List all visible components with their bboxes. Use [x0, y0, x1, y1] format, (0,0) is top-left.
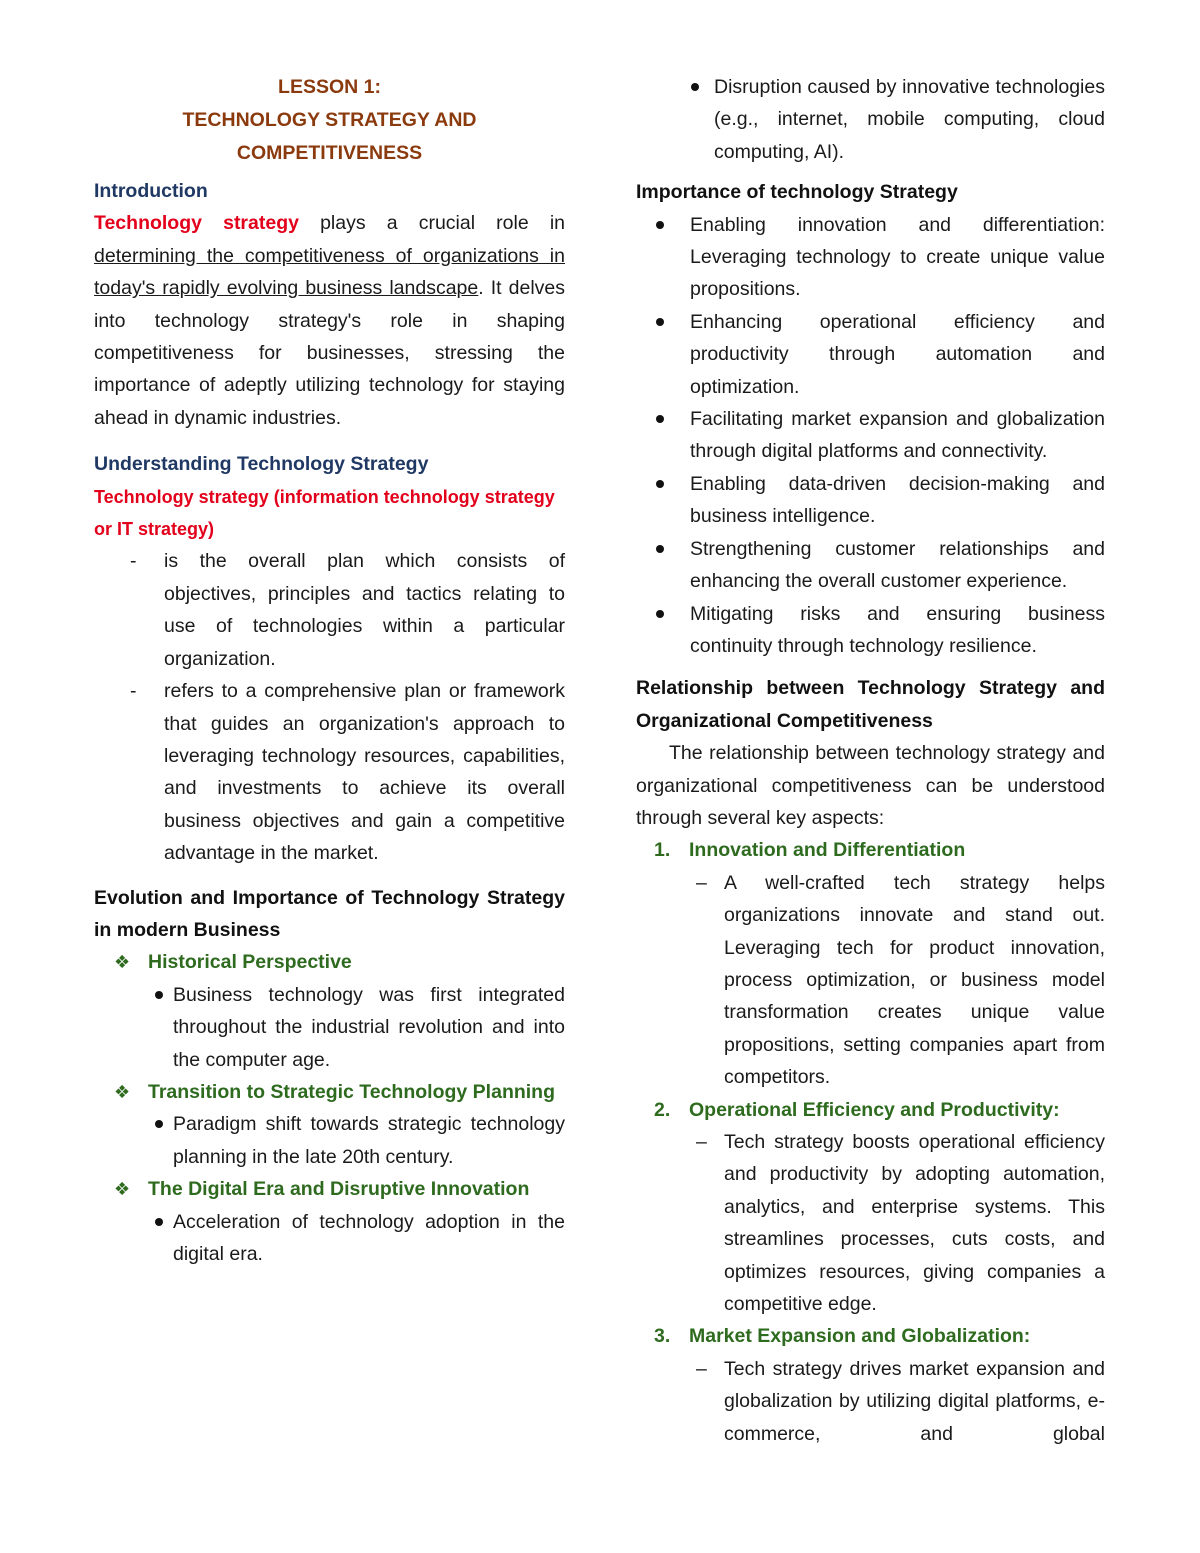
evolution-sections [94, 946, 565, 1270]
importance-text: Enabling data-driven decision-making and business intelligence. [690, 472, 1105, 528]
introduction-heading: Introduction [94, 180, 208, 202]
bullet-item [94, 979, 565, 1076]
understanding-heading: Understanding Technology Strategy [94, 453, 429, 476]
definition-text-2: refers to a comprehensive plan or framework that guides an organization's approach to leveraging technology resources, capabilities, and investments to achieve its overall business objectives and gain a competitive advantage in the market. [164, 680, 565, 865]
aspect-number: 2. [654, 1098, 671, 1121]
bullet-dot-icon [656, 415, 664, 423]
aspect-title-text: Operational Efficiency and Productivity: [689, 1098, 1060, 1121]
aspect-text: Tech strategy drives market expansion and globalization by utilizing digital platforms, e-commerce, and global [724, 1357, 1105, 1445]
left-column [94, 70, 565, 1270]
title-line-2: TECHNOLOGY STRATEGY AND [182, 109, 477, 131]
section-title [94, 1076, 565, 1108]
intro-underlined-text: determining the competitiveness of organizations in today's rapidly evolving business landscape [94, 244, 565, 300]
importance-text: Enhancing operational efficiency and productivity through automation and optimization. [690, 310, 1105, 398]
bullet-dot-icon [691, 83, 699, 91]
evolution-section-digital-era [94, 1173, 565, 1270]
right-column [636, 70, 1105, 1450]
bullet-item [94, 1108, 565, 1173]
title-line-1: LESSON 1: [278, 76, 381, 98]
lesson-title [94, 70, 565, 170]
bullet-dot-icon [155, 991, 163, 999]
section-title-text: The Digital Era and Disruptive Innovation [148, 1178, 530, 1201]
aspect-text-item [636, 1126, 1105, 1320]
aspect-item-1 [636, 834, 1105, 1093]
aspect-title [636, 1320, 1105, 1352]
definition-text-1: is the overall plan which consists of objectives, principles and tactics relating to use of technologies within a particular organization. [164, 550, 565, 670]
importance-list [636, 209, 1105, 663]
dash-marker: - [130, 550, 137, 573]
relationship-heading: Relationship between Technology Strategy and Organizational Competitiveness [636, 677, 1105, 732]
bullet-text: Paradigm shift towards strategic technology planning in the late 20th century. [173, 1113, 565, 1168]
aspect-number: 1. [654, 839, 671, 862]
definition-list [94, 545, 565, 869]
bullet-dot-icon [656, 610, 664, 618]
aspect-text: A well-crafted tech strategy helps organizations innovate and stand out. Leveraging tech for product innovation, process optimization, or business model transformation creates unique value propositions, setting companies apart from competitors. [724, 871, 1105, 1089]
title-line-3: COMPETITIVENESS [236, 142, 423, 164]
en-dash-marker: – [696, 871, 707, 894]
aspect-body [636, 867, 1105, 1094]
evolution-heading: Evolution and Importance of Technology Strategy in modern Business [94, 886, 565, 941]
aspect-title-text: Innovation and Differentiation [689, 839, 966, 862]
bullet-dot-icon [155, 1218, 163, 1226]
section-bullets [94, 1206, 565, 1271]
bullet-text: Business technology was first integrated throughout the industrial revolution and into the computer age. [173, 983, 565, 1071]
diamond-bullet-icon: ❖ [114, 1081, 131, 1102]
digital-era-continued-bullets [636, 71, 1105, 168]
aspect-list [636, 834, 1105, 1450]
definition-item-1 [94, 545, 565, 675]
importance-text: Enabling innovation and differentiation: Leveraging technology to create unique value propositions. [690, 213, 1105, 301]
importance-text: Strengthening customer relationships and enhancing the overall customer experience. [690, 537, 1105, 593]
intro-text-1: plays a crucial role in [298, 212, 565, 235]
dash-marker: - [130, 680, 137, 703]
section-bullets [94, 1108, 565, 1173]
diamond-bullet-icon: ❖ [114, 952, 131, 973]
importance-item [636, 209, 1105, 306]
importance-item [636, 533, 1105, 598]
relationship-intro: The relationship between technology strategy and organizational competitiveness can be understood through several key aspects: [636, 742, 1105, 829]
definition-item-2 [94, 675, 565, 869]
bullet-dot-icon [155, 1120, 163, 1128]
intro-text-2: . It delves into technology strategy's role in shaping competitiveness for businesses, stressing the importance of adeptly utilizing technology for staying ahead in dynamic industries. [94, 277, 565, 429]
section-bullets [94, 979, 565, 1076]
aspect-title [636, 1094, 1105, 1126]
en-dash-marker: – [696, 1357, 707, 1380]
aspect-number: 3. [654, 1325, 671, 1348]
bullet-text: Acceleration of technology adoption in the digital era. [173, 1210, 565, 1265]
diamond-bullet-icon: ❖ [114, 1179, 131, 1200]
section-title [94, 1173, 565, 1205]
en-dash-marker: – [696, 1131, 707, 1153]
aspect-body [636, 1126, 1105, 1320]
section-title-text: Transition to Strategic Technology Planning [148, 1080, 556, 1103]
evolution-section-transition [94, 1076, 565, 1173]
aspect-item-2 [636, 1094, 1105, 1321]
importance-item [636, 598, 1105, 663]
section-title [94, 946, 565, 978]
aspect-body [636, 1353, 1105, 1450]
importance-text: Mitigating risks and ensuring business continuity through technology resilience. [690, 602, 1105, 657]
aspect-text-item [636, 1353, 1105, 1450]
aspect-text: Tech strategy boosts operational efficiency and productivity by adopting automation, analytics, and enterprise systems. This streamlines processes, cuts costs, and optimizes resources, giving companies a competitive edge. [724, 1131, 1105, 1316]
section-title-text: Historical Perspective [148, 951, 352, 974]
intro-lead-term: Technology strategy [94, 212, 299, 235]
importance-item [636, 468, 1105, 533]
importance-heading: Importance of technology Strategy [636, 181, 958, 204]
evolution-section-historical [94, 946, 565, 1076]
importance-item [636, 403, 1105, 468]
introduction-paragraph [94, 207, 565, 434]
aspect-text-item [636, 867, 1105, 1094]
importance-item [636, 306, 1105, 403]
understanding-subheading: Technology strategy (information technology strategy or IT strategy) [94, 486, 555, 540]
aspect-item-3 [636, 1320, 1105, 1450]
bullet-item [94, 1206, 565, 1271]
aspect-title [636, 834, 1105, 866]
bullet-dot-icon [656, 545, 664, 553]
aspect-title-text: Market Expansion and Globalization: [689, 1325, 1031, 1348]
bullet-text: Disruption caused by innovative technologies (e.g., internet, mobile computing, cloud computing, AI). [714, 76, 1105, 163]
bullet-dot-icon [656, 318, 664, 326]
bullet-dot-icon [656, 221, 664, 229]
bullet-dot-icon [656, 480, 664, 488]
importance-text: Facilitating market expansion and globalization through digital platforms and connectivity. [690, 408, 1105, 463]
bullet-item [636, 71, 1105, 168]
